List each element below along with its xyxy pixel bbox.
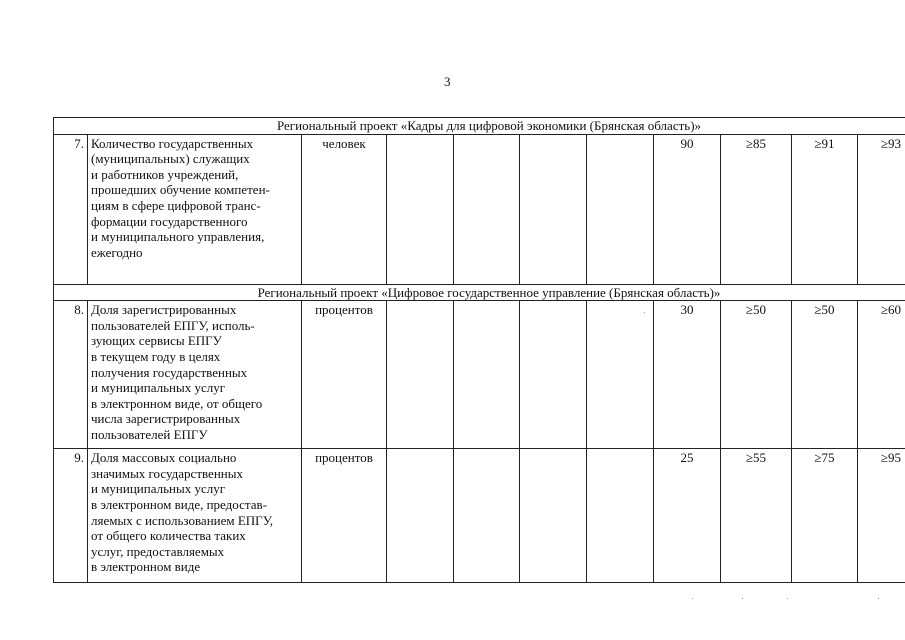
value-cell: ≥93 — [858, 134, 905, 284]
indicator-name: Доля зарегистрированных пользователей ЕПГУ, исполь- зующих сервисы ЕПГУ в текущем году в целях получения государственных и муниципальных услуг в электронном виде, от общего числа зарегистрированных пользователей ЕПГУ — [88, 301, 302, 449]
value-cell — [520, 449, 587, 583]
value-cell: ≥50 — [792, 301, 858, 449]
project-title: Региональный проект «Цифровое государственное управление (Брянская область)» — [54, 284, 905, 301]
row-number: 7. — [54, 134, 88, 284]
unit-cell: процентов — [302, 301, 387, 449]
value-cell — [587, 449, 654, 583]
value-cell: ≥91 — [792, 134, 858, 284]
table-row — [54, 301, 905, 449]
value-cell: ≥85 — [721, 134, 792, 284]
indicator-name: Доля массовых социально значимых государственных и муниципальных услуг в электронном виде, предостав- ляемых с использованием ЕПГУ, от общего количества таких услуг, предоставляемых в электронном виде — [88, 449, 302, 583]
value-cell: ≥50 — [721, 301, 792, 449]
row-number: 8. — [54, 301, 88, 449]
scan-speck — [787, 598, 788, 599]
value-cell — [520, 301, 587, 449]
scan-speck — [878, 598, 879, 599]
indicator-name: Количество государственных (муниципальных) служащих и работников учреждений, прошедших обучение компетен- циям в сфере цифровой транс- формации государственного и муниципального управления, ежегодно — [88, 134, 302, 284]
table-row — [54, 134, 905, 284]
value-cell — [520, 134, 587, 284]
value-cell — [387, 449, 454, 583]
value-cell — [454, 449, 520, 583]
page-number: 3 — [444, 74, 451, 89]
value-cell: 90 — [654, 134, 721, 284]
value-cell: ≥55 — [721, 449, 792, 583]
value-cell: ≥60 — [858, 301, 905, 449]
value-cell: 25 — [654, 449, 721, 583]
value-cell — [454, 301, 520, 449]
unit-cell: процентов — [302, 449, 387, 583]
value-cell: ≥75 — [792, 449, 858, 583]
value-cell — [587, 134, 654, 284]
value-cell: ≥95 — [858, 449, 905, 583]
scan-speck — [742, 598, 743, 599]
scan-speck — [692, 598, 693, 599]
value-cell — [587, 301, 654, 449]
table-row — [54, 449, 905, 583]
value-cell — [387, 134, 454, 284]
project-title: Региональный проект «Кадры для цифровой экономики (Брянская область)» — [54, 118, 905, 135]
value-cell — [454, 134, 520, 284]
indicators-table — [53, 117, 905, 583]
value-cell: 30 — [654, 301, 721, 449]
project-header-row — [54, 284, 905, 301]
project-header-row — [54, 118, 905, 135]
value-cell — [387, 301, 454, 449]
unit-cell: человек — [302, 134, 387, 284]
scan-speck — [644, 312, 645, 313]
row-number: 9. — [54, 449, 88, 583]
